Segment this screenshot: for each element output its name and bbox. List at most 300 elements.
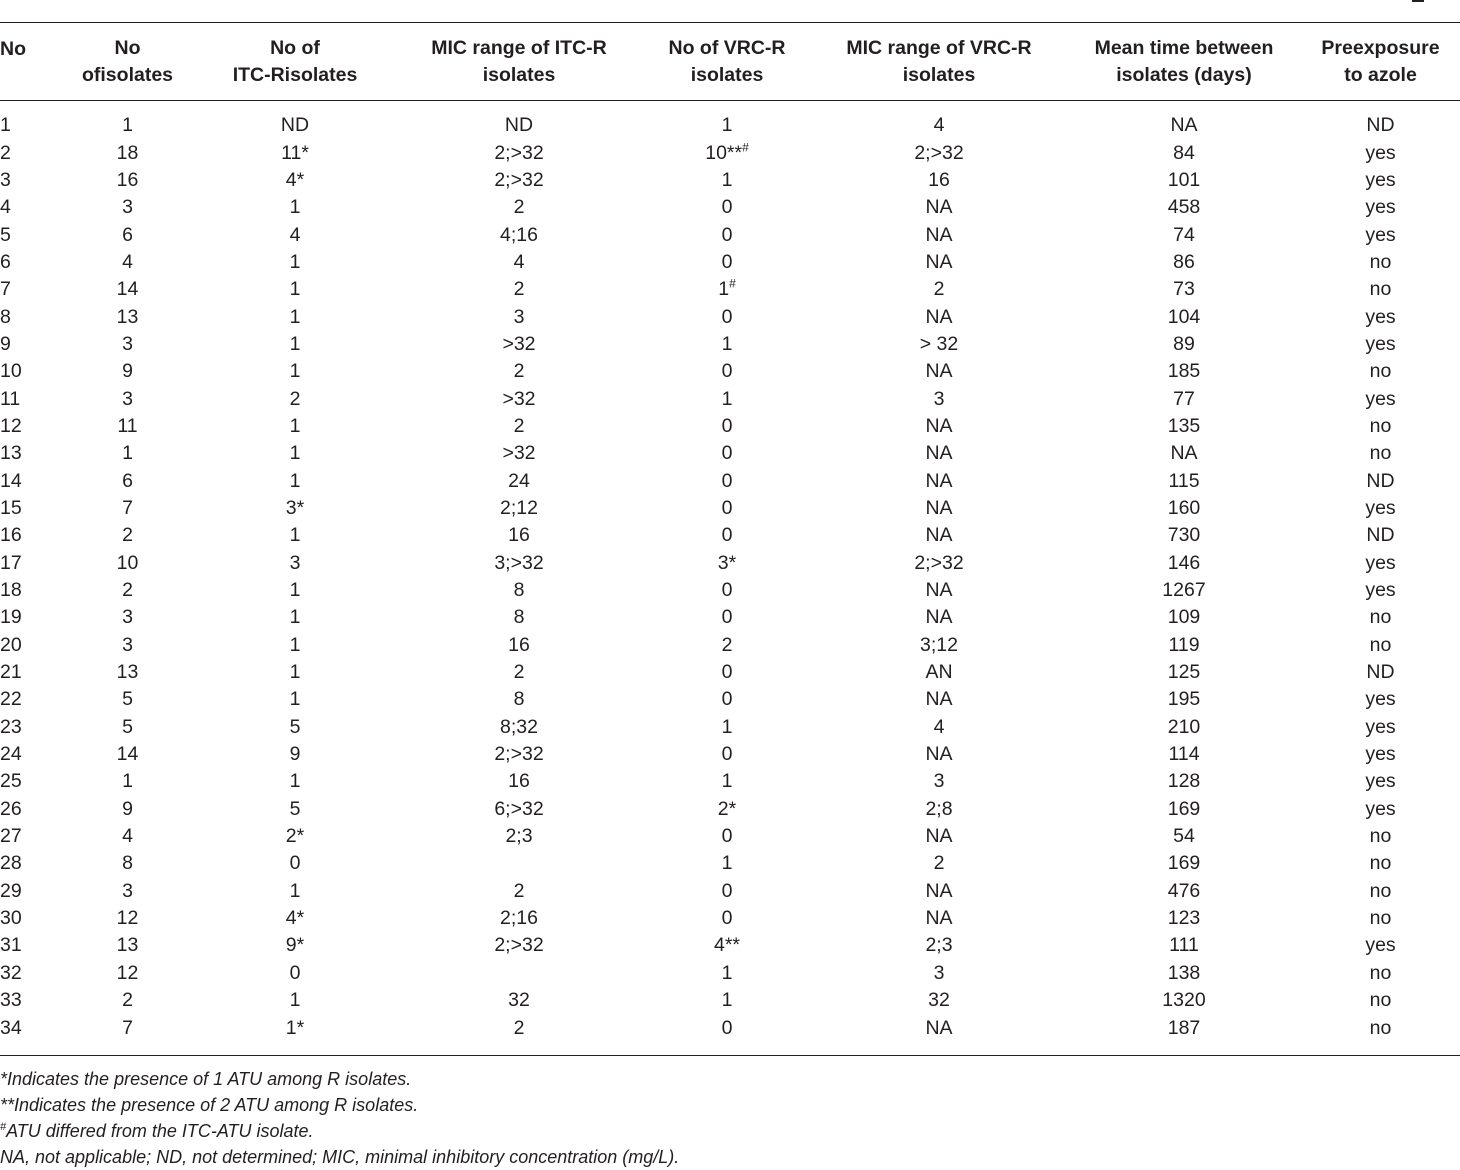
table-cell: 86 (1173, 250, 1195, 273)
table-cell: 0 (721, 469, 733, 492)
table-cell: 1 (721, 770, 733, 793)
table-cell: 32 (508, 989, 530, 1012)
table-cell: 1 (0, 114, 11, 137)
table-cell: NA (925, 414, 953, 437)
table-cell: 2;>32 (494, 168, 544, 191)
table-cell: 4 (122, 250, 133, 273)
table-row (0, 100, 1460, 139)
table-cell: 2 (513, 1016, 525, 1039)
table-cell: yes (1365, 770, 1396, 793)
table-cell: 0 (721, 907, 733, 930)
table-cell: 2 (122, 989, 133, 1012)
table-cell: 3* (285, 496, 305, 519)
table-cell: 32 (0, 961, 22, 984)
table-cell: 3 (933, 387, 945, 410)
table-cell: 33 (0, 989, 22, 1012)
table-footnotes (0, 1066, 1460, 1170)
table-row (0, 276, 1460, 303)
table-cell: 3 (0, 168, 11, 191)
table-cell: NA (925, 825, 953, 848)
table-cell: 4 (0, 196, 11, 219)
table-cell: 4* (285, 907, 305, 930)
table-cell: 2;>32 (494, 934, 544, 957)
table-cell: 0 (721, 414, 733, 437)
table-row (0, 249, 1460, 276)
table-cell: 7 (122, 1016, 133, 1039)
table-cell: 22 (0, 688, 22, 711)
table-cell: 2;8 (925, 797, 953, 820)
table-cell: NA (925, 606, 953, 629)
table-cell: 1 (289, 633, 301, 656)
table-cell: 111 (1169, 934, 1199, 957)
table-row (0, 686, 1460, 713)
column-header-line: No of (270, 36, 320, 59)
table-cell: 115 (1168, 469, 1200, 492)
table-row (0, 467, 1460, 494)
isolates-table (0, 23, 1460, 1042)
table-cell: 1 (289, 278, 301, 301)
table-row (0, 987, 1460, 1014)
table-cell: 730 (1167, 524, 1201, 547)
table-cell: 3 (513, 305, 525, 328)
table-cell: 2;3 (925, 934, 953, 957)
table-cell: 1 (289, 414, 301, 437)
table-cell (395, 850, 643, 877)
column-header-line: isolates (902, 63, 976, 86)
table-cell: 30 (0, 907, 22, 930)
table-cell: >32 (502, 332, 536, 355)
column-header-line: ofisolates (81, 63, 174, 86)
column-header-line: MIC range of VRC-R (846, 36, 1032, 59)
table-cell: 0 (289, 852, 301, 875)
table-cell: 29 (0, 879, 22, 902)
table-cell: 101 (1167, 168, 1201, 191)
table-cell: 169 (1167, 852, 1201, 875)
table-cell: 74 (1173, 223, 1195, 246)
column-header-line: Mean time between (1094, 36, 1274, 59)
table-cell: 3 (122, 633, 133, 656)
table-cell: 12 (116, 961, 139, 984)
table-row (0, 1014, 1460, 1041)
table-cell: 89 (1173, 332, 1195, 355)
table-cell: yes (1365, 579, 1396, 602)
table-cell: 0 (721, 606, 733, 629)
table-cell: 2 (933, 278, 945, 301)
table-cell: 476 (1167, 879, 1201, 902)
table-cell: 1 (721, 332, 733, 355)
table-cell: 11 (0, 387, 21, 410)
table-cell: 16 (508, 633, 530, 656)
table-cell: 2* (717, 797, 737, 820)
column-header (195, 23, 395, 100)
table-row (0, 714, 1460, 741)
table-cell: 2 (513, 196, 525, 219)
table-cell: ND (1366, 524, 1395, 547)
table-cell: no (1369, 414, 1392, 437)
table-cell: 10 (116, 551, 139, 574)
table-cell: 18 (0, 579, 22, 602)
table-cell: yes (1365, 797, 1396, 820)
table-cell: 77 (1173, 387, 1195, 410)
table-row (0, 741, 1460, 768)
footnote: #ATU differed from the ITC-ATU isolate. (0, 1121, 314, 1141)
table-cell: 84 (1173, 141, 1195, 164)
table-cell: 1 (721, 852, 733, 875)
table-cell: 1 (289, 469, 301, 492)
table-cell: yes (1365, 332, 1396, 355)
table-row (0, 358, 1460, 385)
table-cell: 13 (0, 442, 22, 465)
table-row (0, 768, 1460, 795)
table-cell: 14 (116, 278, 139, 301)
table-row (0, 550, 1460, 577)
table-cell: no (1369, 250, 1392, 273)
table-cell: NA (1170, 442, 1198, 465)
table-cell: NA (925, 360, 953, 383)
table-cell: yes (1365, 688, 1396, 711)
table-cell: 2;>32 (494, 141, 544, 164)
column-header (811, 23, 1067, 100)
table-cell: 1* (285, 1016, 305, 1039)
column-header-line: Preexposure (1321, 36, 1440, 59)
table-cell: 0 (721, 442, 733, 465)
table-cell: 3 (122, 879, 133, 902)
table-cell: 1 (289, 360, 301, 383)
table-cell: 8 (513, 606, 525, 629)
column-header (0, 23, 60, 100)
column-header-line: No of VRC-R (668, 36, 786, 59)
table-cell: 2 (513, 414, 525, 437)
table-cell: 210 (1167, 715, 1201, 738)
table-cell: no (1369, 961, 1392, 984)
table-cell: 5 (122, 715, 133, 738)
table-cell: 3* (717, 551, 737, 574)
table-cell: no (1369, 989, 1392, 1012)
table-row (0, 221, 1460, 248)
table-cell: 187 (1167, 1016, 1201, 1039)
table-cell: NA (925, 305, 953, 328)
table-cell: 9 (0, 332, 11, 355)
table-cell: 1 (289, 442, 301, 465)
table-cell: 2 (513, 661, 525, 684)
table-cell: NA (925, 469, 953, 492)
table-cell: 3 (122, 387, 133, 410)
table-cell: 13 (116, 934, 139, 957)
table-cell: 1 (289, 661, 301, 684)
table-cell: yes (1365, 196, 1396, 219)
table-cell: no (1369, 879, 1392, 902)
table-cell: 20 (0, 633, 22, 656)
table-cell: 135 (1167, 414, 1201, 437)
table-cell: yes (1365, 168, 1396, 191)
table-cell: 6 (0, 250, 11, 273)
table-cell: yes (1365, 743, 1396, 766)
table-cell: 2 (933, 852, 945, 875)
table-cell: 9 (122, 797, 133, 820)
table-cell: 14 (0, 469, 22, 492)
table-cell: 14 (116, 743, 139, 766)
table-cell: 8;32 (500, 715, 538, 738)
table-cell: 8 (513, 688, 525, 711)
table-cell: 2;>32 (914, 551, 964, 574)
table-cell: 5 (289, 715, 301, 738)
top-edge-mark (1412, 0, 1424, 2)
table-row (0, 385, 1460, 412)
column-header-line: isolates (days) (1116, 63, 1252, 86)
table-cell: 0 (721, 223, 733, 246)
table-cell: 16 (0, 524, 22, 547)
table-cell: 54 (1173, 825, 1195, 848)
table-cell: 0 (721, 825, 733, 848)
table-cell: 3 (122, 332, 133, 355)
table-cell: ND (1366, 114, 1395, 137)
table-cell: 2 (122, 524, 133, 547)
table-cell: no (1369, 360, 1392, 383)
table-cell: 0 (721, 579, 733, 602)
table-cell: 5 (122, 688, 133, 711)
column-header-line: isolates (482, 63, 556, 86)
table-cell: 1 (289, 989, 301, 1012)
table-cell: 16 (928, 168, 950, 191)
table-cell: 458 (1167, 196, 1201, 219)
table-cell: no (1369, 606, 1392, 629)
table-cell: 1 (289, 770, 301, 793)
table-cell: 1320 (1162, 989, 1206, 1012)
table-cell: 1 (721, 114, 733, 137)
table-body (0, 100, 1460, 1042)
table-cell: NA (925, 743, 953, 766)
table-cell: no (1369, 907, 1392, 930)
table-cell: NA (925, 688, 953, 711)
table-cell: ND (1366, 469, 1395, 492)
table-cell: yes (1365, 141, 1396, 164)
table-cell: 5 (0, 223, 11, 246)
table-cell: 8 (513, 579, 525, 602)
table-cell: 16 (508, 770, 530, 793)
table-cell: 6;>32 (494, 797, 544, 820)
table-cell: 73 (1173, 278, 1195, 301)
table-cell: 3 (122, 606, 133, 629)
column-header (60, 23, 195, 100)
table-cell: 2;>32 (914, 141, 964, 164)
table-cell: NA (1170, 114, 1198, 137)
table-cell: 2;16 (500, 907, 538, 930)
table-cell: 11 (117, 414, 138, 437)
table-row (0, 139, 1460, 166)
table-cell: 4 (513, 250, 525, 273)
column-header (1067, 23, 1301, 100)
table-cell: 6 (122, 223, 133, 246)
column-header-line: ITC-Risolates (232, 63, 358, 86)
table-cell: 3 (933, 770, 945, 793)
table-cell: 2;12 (500, 496, 538, 519)
table-cell: 104 (1167, 305, 1201, 328)
table-cell: 6 (122, 469, 133, 492)
table-cell: AN (925, 661, 953, 684)
table-cell: 0 (721, 250, 733, 273)
table-cell: 1 (289, 579, 301, 602)
column-header (643, 23, 811, 100)
table-cell: 4 (933, 715, 945, 738)
table-cell: 1 (721, 715, 733, 738)
table-cell: 15 (0, 496, 22, 519)
table-row (0, 194, 1460, 221)
table-cell: 0 (721, 661, 733, 684)
table-cell: 24 (0, 743, 22, 766)
table-cell: 2 (289, 387, 301, 410)
table-cell: >32 (502, 442, 536, 465)
table-cell: 1 (721, 961, 733, 984)
table-cell: 27 (0, 825, 22, 848)
table-row (0, 331, 1460, 358)
table-cell: 1 (289, 332, 301, 355)
table-cell: 10 (0, 360, 22, 383)
table-cell: 146 (1167, 551, 1201, 574)
table-cell: no (1369, 633, 1392, 656)
table-cell: 16 (508, 524, 530, 547)
table-cell: 24 (508, 469, 530, 492)
table-cell: 13 (116, 661, 139, 684)
table-row (0, 905, 1460, 932)
table-cell: 0 (721, 305, 733, 328)
table-cell: 32 (928, 989, 950, 1012)
table-cell: 9 (289, 743, 301, 766)
table-cell: 31 (0, 934, 22, 957)
table-cell: 0 (289, 961, 301, 984)
column-header-line: No (114, 36, 141, 59)
table-cell: 138 (1167, 961, 1201, 984)
table-cell: 11* (281, 141, 309, 164)
table-row (0, 878, 1460, 905)
table-cell: 8 (0, 305, 11, 328)
table-row (0, 167, 1460, 194)
table-row (0, 413, 1460, 440)
table-row (0, 577, 1460, 604)
table-row (0, 823, 1460, 850)
table-cell: NA (925, 496, 953, 519)
column-header-line: No (0, 38, 26, 60)
table-row (0, 440, 1460, 467)
table-row (0, 604, 1460, 631)
table-cell: 23 (0, 715, 22, 738)
table-cell: 1 (289, 305, 301, 328)
table-cell: 4;16 (500, 223, 538, 246)
table-cell: NA (925, 223, 953, 246)
table-cell: 119 (1168, 633, 1200, 656)
table-cell: 4 (289, 223, 301, 246)
table-cell: 2 (513, 879, 525, 902)
table-cell: 1 (122, 114, 133, 137)
table-cell: 9* (285, 934, 305, 957)
footnote: NA, not applicable; ND, not determined; MIC, minimal inhibitory concentration (mg/L). (0, 1147, 680, 1167)
column-header (1301, 23, 1460, 100)
table-cell: 0 (721, 360, 733, 383)
column-header-line: MIC range of ITC-R (431, 36, 607, 59)
table-cell: 4 (933, 114, 945, 137)
table-cell: 195 (1167, 688, 1201, 711)
column-header (395, 23, 643, 100)
table-cell: 3 (289, 551, 301, 574)
table-cell: 114 (1168, 743, 1200, 766)
table-cell: no (1369, 278, 1392, 301)
table-cell: NA (925, 250, 953, 273)
table-cell: >32 (502, 387, 536, 410)
table-cell: NA (925, 879, 953, 902)
table-cell: yes (1365, 715, 1396, 738)
table-cell: 17 (0, 551, 22, 574)
table-row (0, 495, 1460, 522)
table-cell: > 32 (919, 332, 959, 355)
table-cell: 19 (0, 606, 22, 629)
table-cell: 7 (122, 496, 133, 519)
table-cell: 185 (1167, 360, 1201, 383)
table-cell: 4 (122, 825, 133, 848)
table-cell: yes (1365, 551, 1396, 574)
table-cell: 2* (285, 825, 305, 848)
table-cell: 0 (721, 524, 733, 547)
table-cell: no (1369, 825, 1392, 848)
table-cell: ND (280, 114, 310, 137)
table-cell: 0 (721, 688, 733, 711)
table-cell: 3 (122, 196, 133, 219)
table-cell: 3;>32 (494, 551, 544, 574)
table-cell: 2 (513, 278, 525, 301)
table-cell: 7 (0, 278, 11, 301)
table-cell: 160 (1167, 496, 1201, 519)
table-cell: 1# (718, 276, 736, 301)
table-cell: 26 (0, 797, 22, 820)
column-header-line: to azole (1344, 63, 1417, 86)
table-cell: 8 (122, 852, 133, 875)
column-header-line: isolates (690, 63, 764, 86)
table-cell: 28 (0, 852, 22, 875)
table-cell: 10**# (705, 140, 749, 164)
table-cell: 1 (289, 606, 301, 629)
table-cell: 16 (116, 168, 139, 191)
table-cell: NA (925, 907, 953, 930)
table-bottom-rule (0, 1055, 1460, 1056)
table-cell: 1 (721, 989, 733, 1012)
table-cell: NA (925, 579, 953, 602)
table-cell: 0 (721, 496, 733, 519)
table-cell: 125 (1167, 661, 1201, 684)
table-cell: 18 (116, 141, 139, 164)
table-cell: 2 (0, 141, 11, 164)
table-cell: 21 (0, 661, 22, 684)
table-cell: ND (1366, 661, 1395, 684)
table-row (0, 960, 1460, 987)
table-cell (395, 960, 643, 987)
table-cell: 5 (289, 797, 301, 820)
table-cell: 123 (1167, 907, 1201, 930)
table-cell: 9 (122, 360, 133, 383)
table-cell: 13 (116, 305, 139, 328)
table-cell: 1267 (1162, 579, 1206, 602)
table-cell: 169 (1167, 797, 1201, 820)
table-cell: 34 (0, 1016, 22, 1039)
table-cell: ND (504, 114, 534, 137)
table-row (0, 303, 1460, 330)
table-cell: 2 (513, 360, 525, 383)
table-cell: 25 (0, 770, 22, 793)
table-cell: no (1369, 852, 1392, 875)
table-cell: 1 (289, 250, 301, 273)
table-cell: 2 (721, 633, 733, 656)
table-cell: 2 (122, 579, 133, 602)
table-cell: no (1369, 1016, 1392, 1039)
table-cell: 1 (289, 879, 301, 902)
table-row (0, 932, 1460, 959)
